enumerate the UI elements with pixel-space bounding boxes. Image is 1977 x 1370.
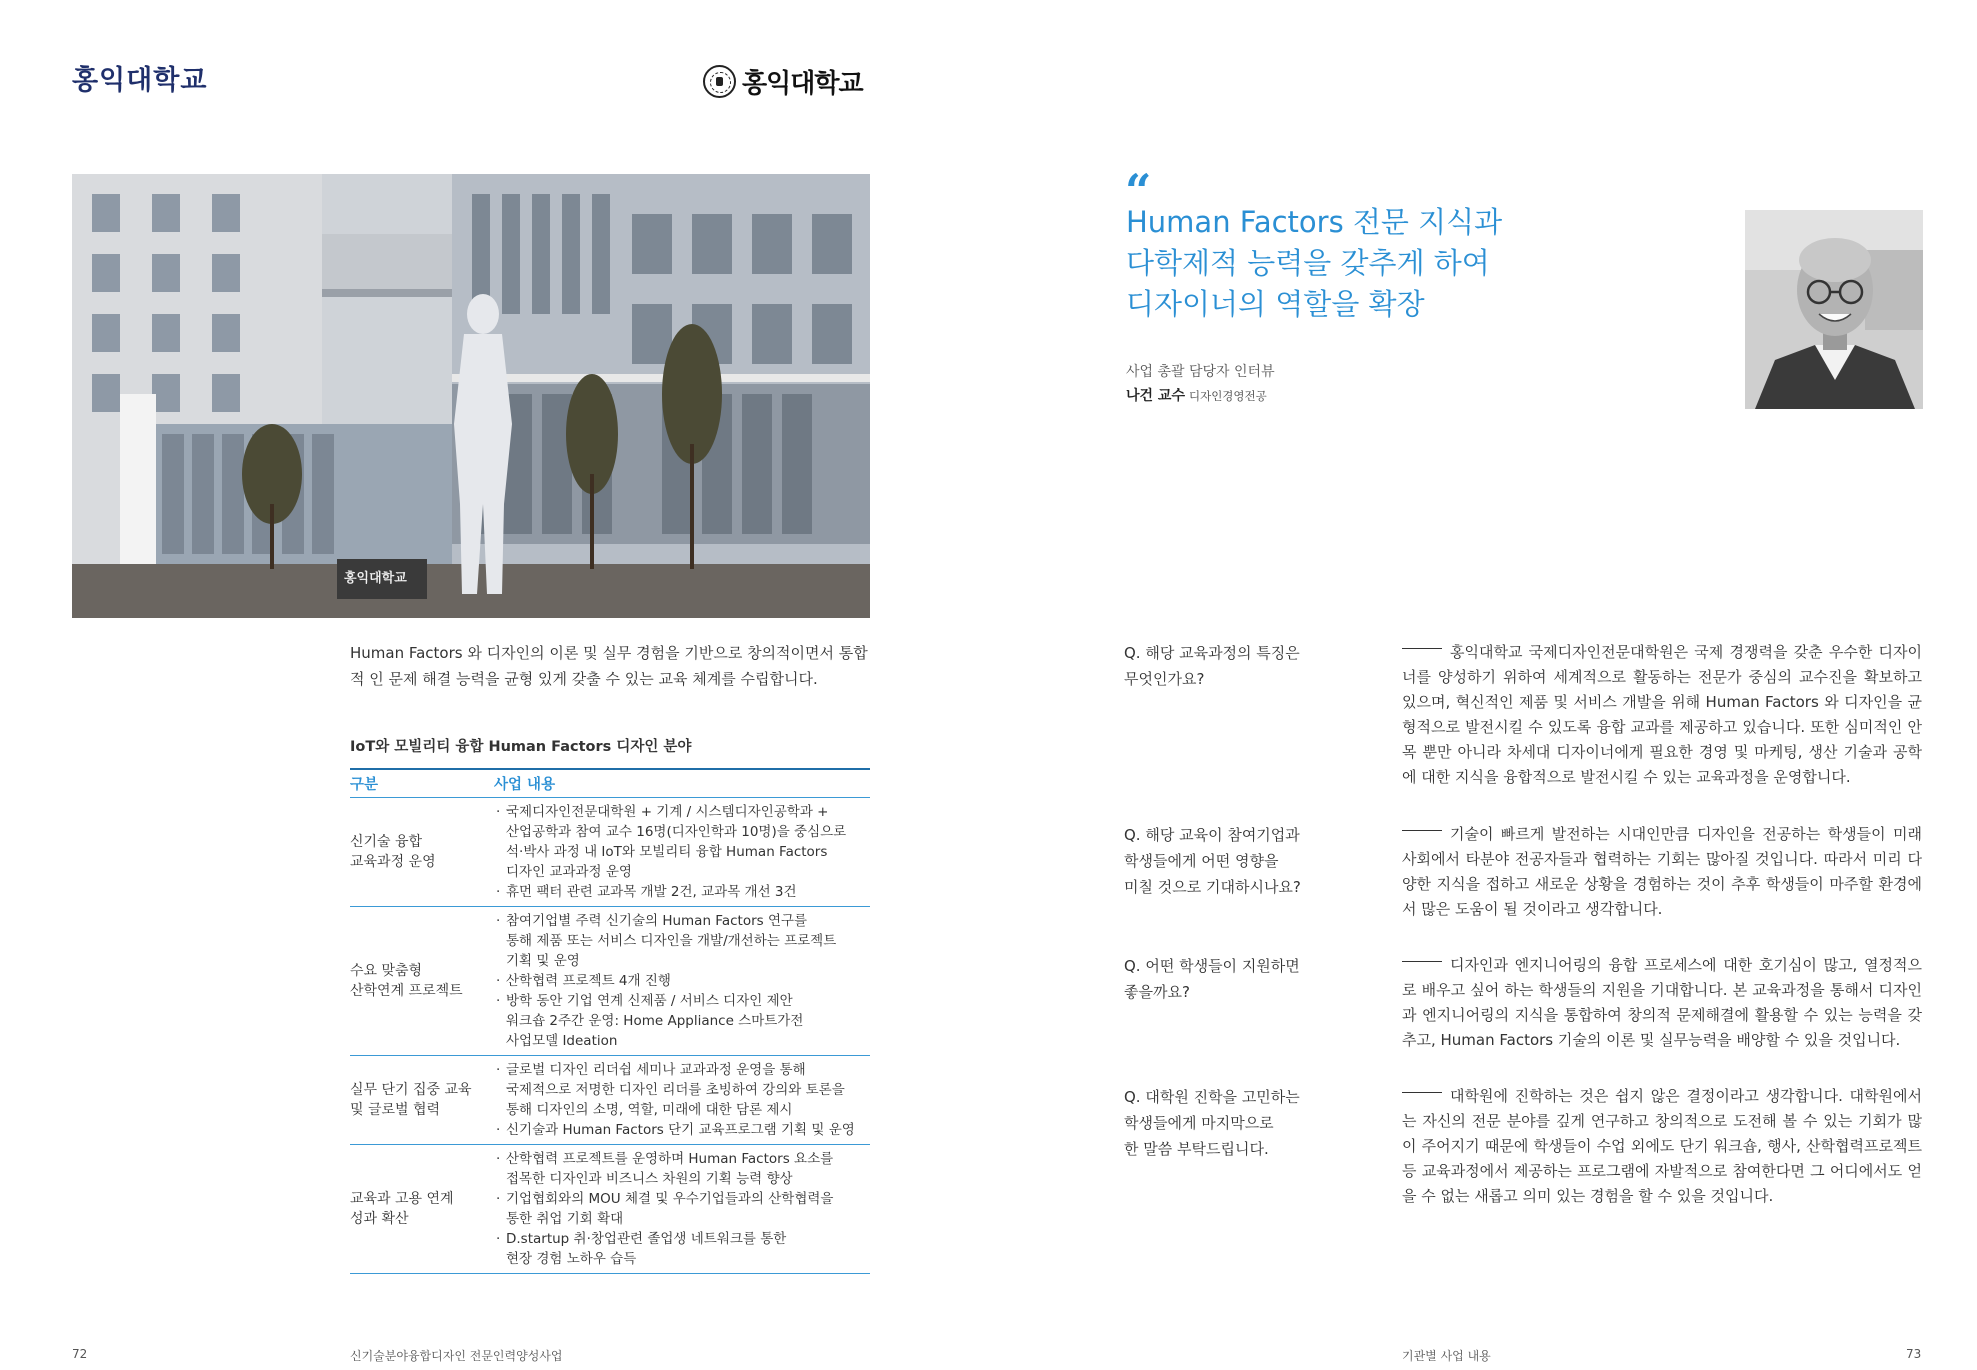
university-seal-icon	[703, 65, 736, 98]
table-header	[350, 768, 870, 798]
building-photo	[72, 174, 870, 618]
row-item: · 기업협회와의 MOU 체결 및 우수기업들과의 산학협력을 통한 취업 기회 확대	[494, 1189, 870, 1229]
answer-1	[1402, 640, 1922, 790]
answer-text: 홍익대학교 국제디자인전문대학원은 국제 경쟁력을 갖춘 우수한 디자이너를 양성하기 위하여 세계적으로 활동하는 전문가 중심의 교수진을 확보하고 있으며, 혁신적인 제품 및 서비스 개발을 위해 Human Factors 와 디자인을 균형적으로 발전시킬 수 있도록 융합 교과를 제공하고 있습니다. 또한 심미적인 안목 뿐만 아니라 차세대 디자이너에게 필요한 경영 및 마케팅, 생산 기술과 공학에 대한 지식을 융합적으로 발전시킬 수 있는 교육과정을 운영합니다.	[1402, 643, 1922, 786]
table-header-content: 사업 내용	[494, 777, 556, 793]
intro-paragraph: Human Factors 와 디자인의 이론 및 실무 경험을 기반으로 창의적이면서 통합적 인 문제 해결 능력을 균형 있게 갖출 수 있는 교육 체계를 수립합니다.	[350, 644, 868, 688]
question-4: Q. 대학원 진학을 고민하는 학생들에게 마지막으로 한 말씀 부탁드립니다.	[1124, 1088, 1300, 1158]
row-item: · 산학협력 프로젝트를 운영하며 Human Factors 요소를 접목한 디자인과 비즈니스 차원의 기획 능력 향상	[494, 1149, 870, 1189]
answer-dash	[1402, 830, 1442, 831]
answer-4	[1402, 1084, 1922, 1209]
row-item: · 산학협력 프로젝트 4개 진행	[494, 971, 870, 991]
question-3: Q. 어떤 학생들이 지원하면 좋을까요?	[1124, 957, 1300, 1001]
school-name: 홍익대학교	[72, 65, 208, 96]
question-2: Q. 해당 교육이 참여기업과 학생들에게 어떤 영향을 미칠 것으로 기대하시나요?	[1124, 826, 1301, 896]
table-row	[350, 1056, 870, 1145]
answer-text: 대학원에 진학하는 것은 쉽지 않은 결정이라고 생각합니다. 대학원에서는 자신의 전문 분야를 깊게 연구하고 창의적으로 도전해 볼 수 있는 기회가 많이 주어지기 때문에 학생들이 수업 외에도 단기 워크숍, 행사, 산학협력프로젝트 등 교육과정에서 제공하는 프로그램에 자발적으로 참여한다면 그 어디에서도 얻을 수 없는 새롭고 의미 있는 경험을 할 수 있을 것입니다.	[1402, 1087, 1922, 1205]
logo-text: 홍익대학교	[742, 68, 863, 99]
quote-mark-icon: “	[1125, 164, 1152, 218]
interview-label: 사업 총괄 담당자 인터뷰	[1126, 364, 1275, 380]
footer-section-title: 기관별 사업 내용	[1402, 1349, 1491, 1363]
footer-publication-title: 신기술분야융합디자인 전문인력양성사업	[350, 1349, 563, 1363]
table-row	[350, 798, 870, 907]
row-category: 수요 맞춤형 산학연계 프로젝트	[350, 963, 463, 999]
interviewee-portrait	[1745, 210, 1923, 409]
row-item: · 글로벌 디자인 리더쉽 세미나 교과과정 운영을 통해 국제적으로 저명한 디자인 리더를 초빙하여 강의와 토론을 통해 디자인의 소명, 역할, 미래에 대한 담론 제시	[494, 1060, 870, 1120]
answer-2	[1402, 822, 1922, 922]
row-category: 실무 단기 집중 교육 및 글로벌 협력	[350, 1082, 472, 1118]
row-item: · 국제디자인전문대학원 + 기계 / 시스템디자인공학과 + 산업공학과 참여 교수 16명(디자인학과 10명)을 중심으로 석·박사 과정 내 IoT와 모빌리티 융합 Human Factors 디자인 교과과정 운영	[494, 802, 870, 882]
interviewee-department: 디자인경영전공	[1188, 389, 1267, 403]
interviewee-name: 나건 교수	[1126, 388, 1185, 404]
answer-dash	[1402, 648, 1442, 649]
interview-headline: Human Factors 전문 지식과 다학제적 능력을 갖추게 하여 디자이너의 역할을 확장	[1126, 205, 1503, 321]
program-table	[350, 768, 870, 1274]
row-category: 신기술 융합 교육과정 운영	[350, 834, 436, 870]
answer-dash	[1402, 1092, 1442, 1093]
table-header-category: 구분	[350, 777, 379, 793]
row-item: · 신기술과 Human Factors 단기 교육프로그램 기획 및 운영	[494, 1120, 870, 1140]
question-1: Q. 해당 교육과정의 특징은 무엇인가요?	[1124, 644, 1300, 688]
answer-text: 기술이 빠르게 발전하는 시대인만큼 디자인을 전공하는 학생들이 미래 사회에서 타분야 전공자들과 협력하는 기회는 많아질 것입니다. 따라서 미리 다양한 지식을 접하고 새로운 상황을 경험하는 것이 추후 학생들이 마주할 환경에서 많은 도움이 될 것이라고 생각합니다.	[1402, 825, 1922, 918]
footer-page-number-right: 73	[1906, 1347, 1922, 1361]
university-logo	[703, 63, 863, 99]
row-item: · 참여기업별 주력 신기술의 Human Factors 연구를 통해 제품 또는 서비스 디자인을 개발/개선하는 프로젝트 기획 및 운영	[494, 911, 870, 971]
answer-dash	[1402, 961, 1442, 962]
footer-page-number-left: 72	[72, 1347, 88, 1361]
row-item: · 휴먼 팩터 관련 교과목 개발 2건, 교과목 개선 3건	[494, 882, 870, 902]
row-category: 교육과 고용 연계 성과 확산	[350, 1191, 454, 1227]
photo-sign: 홍익대학교	[344, 571, 407, 586]
answer-text: 디자인과 엔지니어링의 융합 프로세스에 대한 호기심이 많고, 열정적으로 배우고 싶어 하는 학생들의 지원을 기대합니다. 본 교육과정을 통해서 디자인과 엔지니어링의 지식을 통합하여 창의적 문제해결에 활용할 수 있는 능력을 갖추고, Human Factors 기술의 이론 및 실무능력을 배양할 수 있을 것입니다.	[1402, 956, 1922, 1049]
interviewee	[1126, 385, 1267, 405]
answer-3	[1402, 953, 1922, 1053]
row-item: · 방학 동안 기업 연계 신제품 / 서비스 디자인 제안 워크숍 2주간 운영: Home Appliance 스마트가전 사업모델 Ideation	[494, 991, 870, 1051]
row-item: · D.startup 취·창업관련 졸업생 네트워크를 통한 현장 경험 노하우 습득	[494, 1229, 870, 1269]
table-title: IoT와 모빌리티 융합 Human Factors 디자인 분야	[350, 739, 692, 755]
table-row	[350, 907, 870, 1056]
table-row	[350, 1145, 870, 1274]
